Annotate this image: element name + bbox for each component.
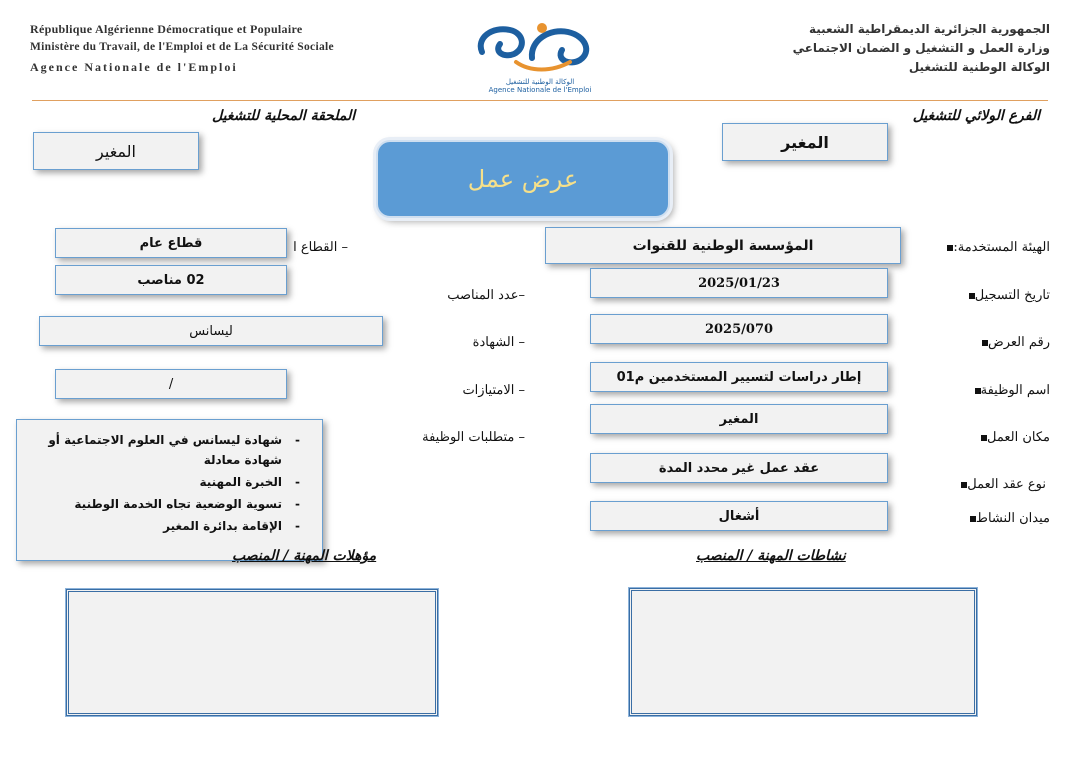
requirements-box (16, 419, 323, 561)
benefits-value: / (55, 369, 287, 399)
local-branch-value: المغير (33, 132, 199, 170)
work-place-value: المغير (590, 404, 888, 434)
job-offer-title: عرض عمل (376, 140, 670, 218)
job-name-value: إطار دراسات لتسيير المستخدمين م01 (590, 362, 888, 392)
employer-value: المؤسسة الوطنية للقنوات (545, 227, 901, 264)
wilaya-branch-value: المغير (722, 123, 888, 161)
qualifications-section-title: مؤهلات المهنة / المنصب (232, 548, 377, 564)
qualifications-frame (66, 589, 438, 716)
header-fr-line1: République Algérienne Démocratique et Populaire (30, 22, 303, 36)
anem-logo-icon (470, 18, 610, 74)
job-requirements-label: – متطلبات الوظيفة (422, 430, 525, 445)
benefits-label: – الامتيازات (462, 383, 525, 398)
activities-frame (629, 588, 977, 716)
offer-number-label: رقم العرض (974, 335, 1050, 350)
diploma-label: – الشهادة (472, 335, 525, 350)
local-branch-label: الملحقة المحلية للتشغيل (212, 108, 356, 124)
registration-date-value: 2025/01/23 (590, 268, 888, 298)
header-divider (32, 100, 1048, 101)
anem-logo (470, 18, 610, 94)
positions-count-label: –عدد المناصب (447, 288, 525, 303)
work-place-label: مكان العمل (973, 430, 1050, 445)
contract-type-value: عقد عمل غير محدد المدة (590, 453, 888, 483)
header-ar-line1: الجمهورية الجزائرية الديمقراطية الشعبية (808, 22, 1050, 36)
header-ar-line3: الوكالة الوطنية للتشغيل (908, 60, 1050, 74)
sector-label: – القطاع ا (293, 240, 348, 255)
logo-fr-text: Agence Nationale de l'Emploi (488, 86, 592, 94)
requirement-item: - تسوية الوضعية تجاه الخدمة الوطنية (25, 494, 300, 514)
requirement-item: - الإقامة بدائرة المغير (25, 516, 300, 536)
diploma-value: ليسانس (39, 316, 383, 346)
positions-count-value: 02 مناصب (55, 265, 287, 295)
logo-ar-text: الوكالة الوطنية للتشغيل (505, 78, 575, 86)
wilaya-branch-label: الفرع الولائي للتشغيل (912, 108, 1040, 124)
requirement-item: - شهادة ليسانس في العلوم الاجتماعية أو شهادة معادلة (25, 430, 300, 470)
employer-label: الهيئة المستخدمة: (939, 240, 1050, 255)
header-fr-line2: Ministère du Travail, de l'Emploi et de La Sécurité Sociale (30, 41, 334, 53)
activities-section-title: نشاطات المهنة / المنصب (696, 548, 846, 564)
header-fr-line3: Agence Nationale de l'Emploi (30, 60, 238, 74)
header-ar-line2: وزارة العمل و التشغيل و الضمان الاجتماعي (792, 41, 1050, 55)
registration-date-label: تاريخ التسجيل (961, 288, 1050, 303)
contract-type-label: نوع عقد العمل (953, 477, 1046, 492)
requirement-item: - الخبرة المهنية (25, 472, 300, 492)
job-name-label: اسم الوظيفة (967, 383, 1050, 398)
offer-number-value: 2025/070 (590, 314, 888, 344)
activity-field-label: ميدان النشاط (962, 511, 1050, 526)
sector-value: قطاع عام (55, 228, 287, 258)
activity-field-value: أشغال (590, 501, 888, 531)
